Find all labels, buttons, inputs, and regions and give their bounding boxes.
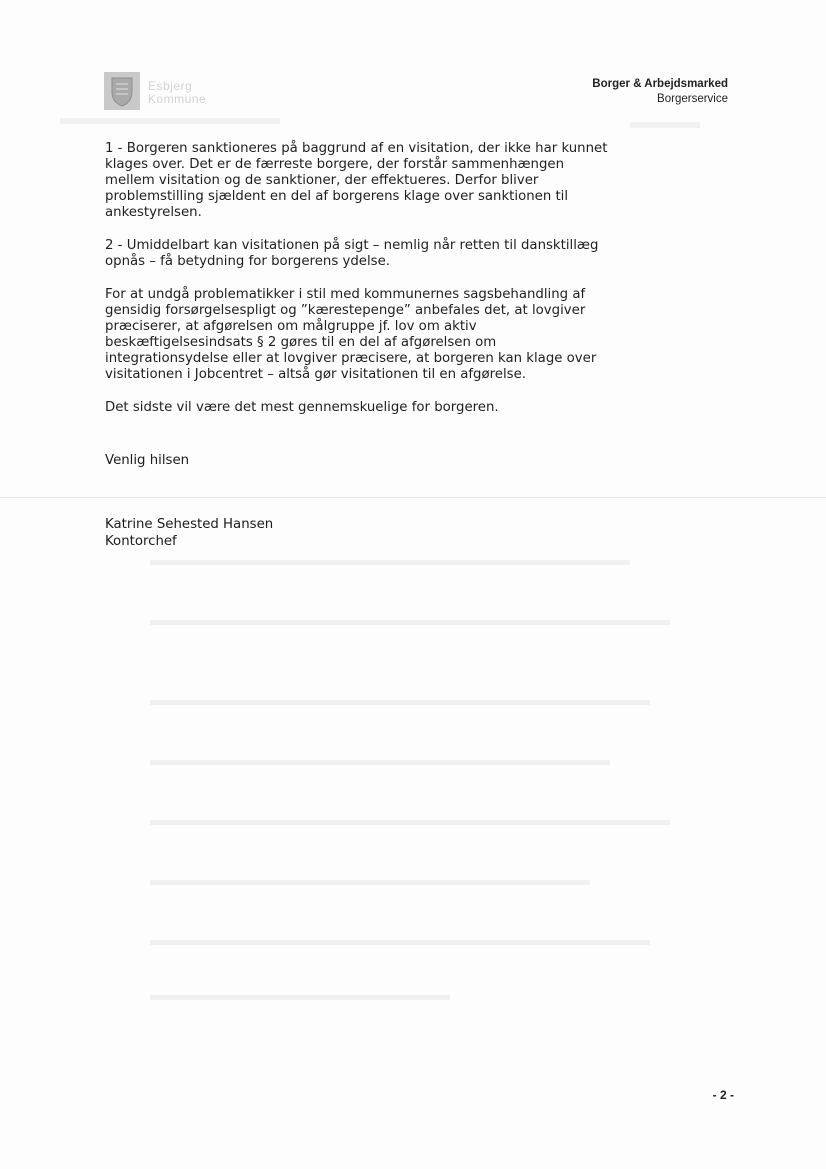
signature-block xyxy=(105,516,273,550)
scan-artifact xyxy=(150,880,590,885)
scan-artifact xyxy=(0,497,826,498)
coat-of-arms-icon xyxy=(104,72,140,110)
scan-artifact xyxy=(150,820,670,825)
scan-artifact xyxy=(630,122,700,128)
scan-artifact xyxy=(60,118,280,124)
paragraph: For at undgå problematikker i stil med kommunernes sagsbehandling af gensidig forsørgelsespligt og ”kærestepenge” anbefales det, at lovgiver præciserer, at afgørelsen om målgruppe jf. lov om aktiv beskæftigelsesindsats § 2 gøres til en del af afgørelsen om integrationsydelse eller at lovgiver præcisere, at borgeren kan klage over visitationen i Jobcentret – altså gør visitationen til en afgørelse. xyxy=(105,287,597,382)
paragraph: 1 - Borgeren sanktioneres på baggrund af en visitation, der ikke har kunnet klages over. Det er de færreste borgere, der forstår sammenhængen mellem visitation og de sanktioner, der effektueres. Derfor bliver problemstilling sjældent en del af borgerens klage over sanktionen til ankestyrelsen. xyxy=(105,141,608,220)
logo-line-1: Esbjerg xyxy=(148,79,193,93)
department-name: Borger & Arbejdsmarked xyxy=(592,78,728,90)
scan-artifact xyxy=(150,760,610,765)
signer-title: Kontorchef xyxy=(105,534,177,549)
scan-artifact xyxy=(150,995,450,1000)
municipality-logo xyxy=(104,72,206,110)
scan-artifact xyxy=(150,620,670,625)
signer-name: Katrine Sehested Hansen xyxy=(105,517,274,532)
closing-salutation: Venlig hilsen xyxy=(105,453,190,468)
scan-artifact xyxy=(150,700,650,705)
paragraph: 2 - Umiddelbart kan visitationen på sigt – nemlig når retten til dansktillæg opnås – få betydning for borgerens ydelse. xyxy=(105,238,599,269)
logo-line-2: Kommune xyxy=(148,92,207,106)
page-number: - 2 - xyxy=(712,1088,734,1102)
paragraph: Det sidste vil være det mest gennemskuelige for borgeren. xyxy=(105,400,499,415)
department-header xyxy=(592,77,728,107)
letter-body xyxy=(105,141,610,433)
logo-wordmark xyxy=(148,80,206,106)
scan-artifact xyxy=(150,560,630,565)
scan-artifact xyxy=(150,940,650,945)
department-unit: Borgerservice xyxy=(657,93,728,105)
